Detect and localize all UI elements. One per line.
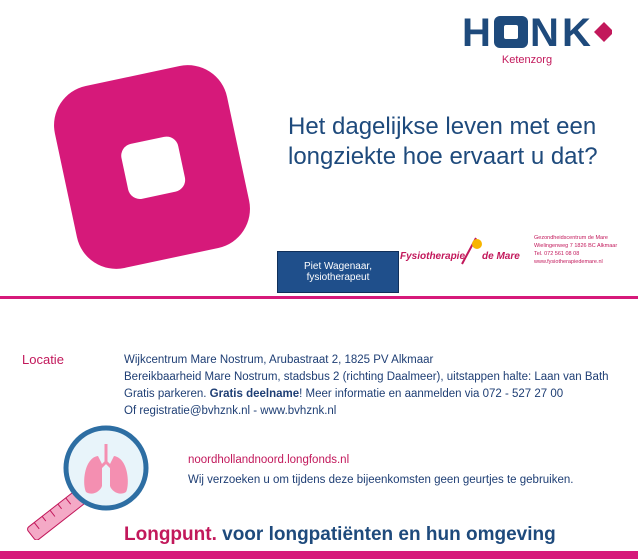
fysio-address-line: www.fysiotherapiedemare.nl [534, 259, 603, 265]
contact-links: Of registratie@bvhznk.nl - www.bvhznk.nl [124, 405, 337, 417]
free-participation: Gratis deelname [209, 388, 300, 400]
fysio-address-line: Tel. 072 561 08 08 [534, 251, 580, 257]
logo-subtitle: Ketenzorg [501, 54, 553, 66]
headline-line-2: longziekte hoe ervaart u dat? [288, 143, 598, 170]
fysio-address-line: Wielingenweg 7 1826 BC Alkmaar [534, 243, 618, 249]
location-details [124, 352, 629, 420]
website-link[interactable]: noordhollandnoord.longfonds.nl [188, 454, 350, 466]
speaker-box [277, 251, 399, 293]
fysio-name-2: de Mare [482, 251, 520, 262]
honk-logo [462, 12, 612, 52]
speaker-name: Piet Wagenaar, [303, 261, 372, 272]
fysio-address [534, 234, 617, 266]
location-label: Locatie [22, 352, 64, 367]
footer-tagline [124, 524, 556, 546]
parking-text: Gratis parkeren. [124, 388, 210, 400]
location-address: Wijkcentrum Mare Nostrum, Arubastraat 2, 1825 PV Alkmaar [124, 354, 434, 366]
footer-rest: voor longpatiënten en hun omgeving [216, 524, 556, 545]
location-parking [124, 386, 629, 403]
location-transport: Bereikbaarheid Mare Nostrum, stadsbus 2 (richting Daalmeer), uitstappen halte: Laan van Bath [124, 371, 609, 383]
contact-phone: ! Meer informatie en aanmelden via 072 - 527 27 00 [299, 388, 564, 400]
headline-line-1: Het dagelijkse leven met een [288, 113, 597, 140]
svg-text:N: N [530, 12, 558, 52]
magenta-square-shape [42, 52, 262, 282]
footer-brand: Longpunt. [124, 524, 217, 545]
svg-text:H: H [462, 12, 490, 52]
fysio-address-line: Gezondheidscentrum de Mare [534, 235, 608, 241]
svg-text:K: K [562, 12, 591, 52]
headline [288, 112, 628, 172]
scent-note: Wij verzoeken u om tijdens deze bijeenkomsten geen geurtjes te gebruiken. [188, 474, 574, 486]
fysio-name: Fysiotherapie [400, 251, 466, 262]
divider-line [0, 296, 638, 299]
speaker-role: fysiotherapeut [306, 272, 370, 283]
footer-bar [0, 551, 638, 559]
magnifier-lungs-icon [20, 420, 160, 540]
